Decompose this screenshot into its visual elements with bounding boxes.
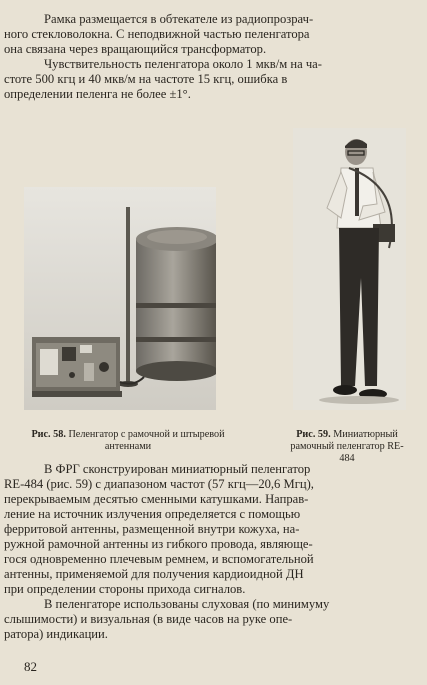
text-line: гося одновременно плечевым ремнем, и вспомогательной bbox=[4, 552, 314, 566]
text-line: В ФРГ сконструирован миниатюрный пеленгатор bbox=[44, 462, 311, 476]
text-line: Рамка размещается в обтекателе из радиопрозрач- bbox=[44, 12, 314, 26]
text-line: слышимости) и визуальная (в виде часов на руке опе- bbox=[4, 612, 293, 626]
top-paragraph-1 bbox=[4, 12, 414, 57]
bottom-paragraph-2 bbox=[4, 597, 414, 642]
top-paragraph-2 bbox=[4, 57, 414, 102]
text-line: антенны, применяемой для получения кардиоидной ДН bbox=[4, 567, 304, 581]
figure-58-number: Рис. 58. bbox=[31, 429, 66, 440]
text-line: ферритовой антенны, размещенной внутри кожуха, на- bbox=[4, 522, 300, 536]
text-line: при определении стороны прихода сигналов. bbox=[4, 582, 246, 596]
bottom-text-block bbox=[4, 462, 414, 642]
text-line: В пеленгаторе использованы слуховая (по минимуму bbox=[44, 597, 330, 611]
figure-59-number: Рис. 59. bbox=[296, 429, 331, 440]
text-line: ного стекловолокна. С неподвижной частью пеленгатора bbox=[4, 27, 310, 41]
whip-antenna bbox=[126, 207, 130, 385]
top-text-block bbox=[4, 12, 414, 102]
text-line: она связана через вращающийся трансформатор. bbox=[4, 42, 267, 56]
text-line: ружной рамочной антенны из гибкого провода, являюще- bbox=[4, 537, 313, 551]
figure-58-caption-text: Пеленгатор с рамочной и штыревой антеннами bbox=[68, 429, 225, 452]
text-line: RE-484 (рис. 59) с диапазоном частот (57 кгц—20,6 Мгц), bbox=[4, 477, 314, 491]
bottom-paragraph-1 bbox=[4, 462, 414, 597]
text-line: ление на источник излучения определяется с помощью bbox=[4, 507, 301, 521]
figure-59-photo bbox=[293, 128, 406, 410]
direction-finder-illustration bbox=[24, 187, 216, 410]
page-number: 82 bbox=[24, 659, 37, 674]
figure-59-caption-text: Миниатюрный рамочный пеленгатор RE-484 bbox=[290, 429, 404, 464]
figure-59-caption bbox=[283, 429, 411, 465]
text-line: определении пеленга не более ±1°. bbox=[4, 87, 191, 101]
figure-58-caption bbox=[28, 429, 228, 453]
text-line: стоте 500 кгц и 40 мкв/м на частоте 15 кгц, ошибка в bbox=[4, 72, 288, 86]
figure-58-photo bbox=[24, 187, 216, 410]
text-line: Чувствительность пеленгатора около 1 мкв/м на ча- bbox=[44, 57, 322, 71]
text-line: ратора) индикации. bbox=[4, 627, 108, 641]
text-line: перекрываемым десятью сменными катушками. Направ- bbox=[4, 492, 309, 506]
operator-with-direction-finder-illustration bbox=[293, 128, 406, 410]
